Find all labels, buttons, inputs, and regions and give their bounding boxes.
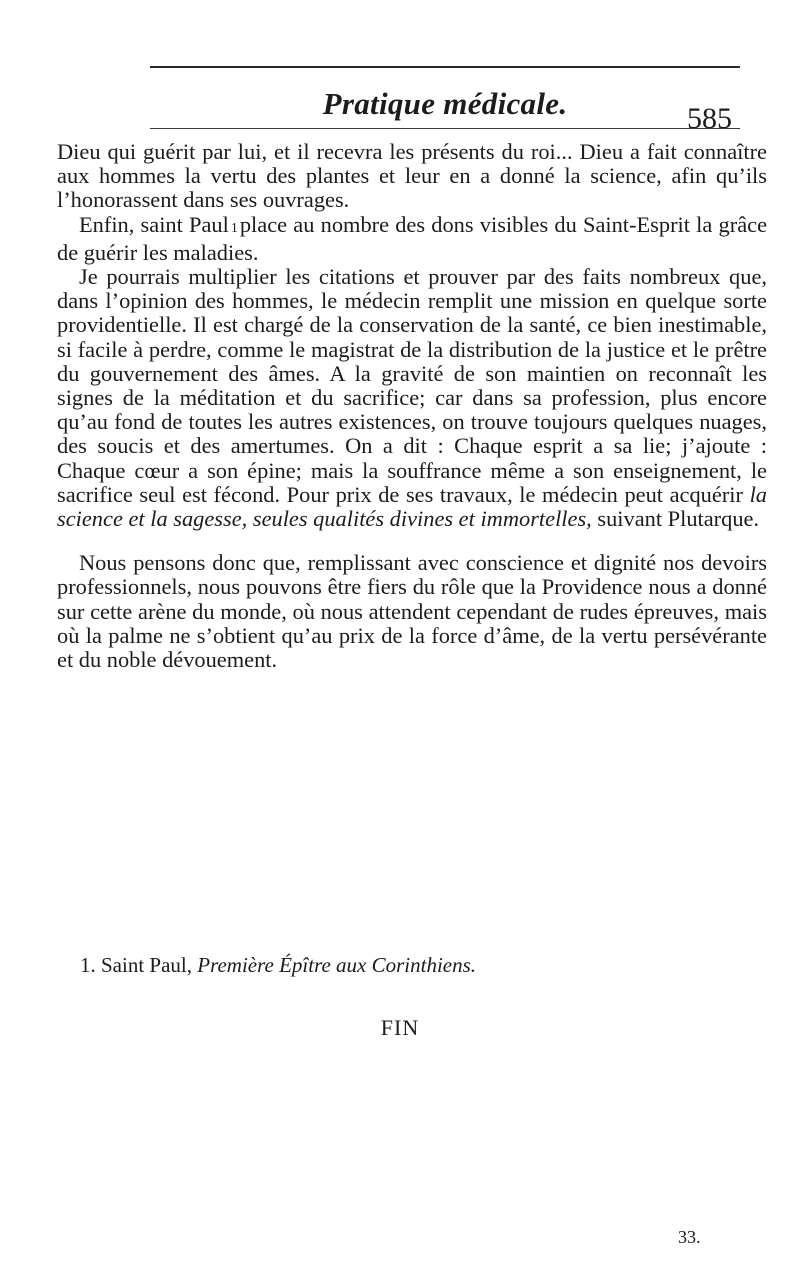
footnote-text: Saint Paul,: [101, 953, 193, 977]
running-head: Pratique médicale.: [322, 86, 568, 121]
footnote-number: 1.: [80, 953, 96, 977]
body-text: [57, 140, 767, 672]
paragraph-2-end: place au nombre des dons visibles du Saint-Esprit la grâce de guérir les maladies.: [57, 211, 768, 265]
paragraph-4: Nous pensons donc que, remplissant avec conscience et dignité nos devoirs professionnels, nous pouvons être fiers du rôle que la Providence nous a donné sur cette arène du monde, où nous attendent cependant de rudes épreuves, mais où la palme ne s’obtient qu’au prix de la force d’âme, de la vertu persévérante et du noble dévouement.: [57, 550, 767, 673]
footnote-marker: 1: [230, 220, 238, 236]
fin-label: FIN: [380, 1015, 420, 1040]
footnote: [80, 953, 770, 978]
paragraph-1: Dieu qui guérit par lui, et il recevra les présents du roi... Dieu a fait connaître aux hommes la vertu des plantes et leur en a donné la science, afin qu’ils l’honorassent dans ses ouvrages.: [57, 139, 767, 213]
page-header: [150, 78, 740, 135]
paragraph-2: [57, 213, 767, 265]
paragraph-2-start: Enfin, saint Paul: [79, 211, 229, 237]
paragraph-3: [57, 265, 767, 531]
top-rule: [150, 66, 740, 68]
page-number: 585: [687, 102, 732, 135]
footnote-italic: Première Épître aux Corinthiens.: [197, 953, 477, 977]
paragraph-3-text: Je pourrais multiplier les citations et prouver par des faits nombreux que, dans l’opinion des hommes, le médecin remplit une mission en quelque sorte providentielle. Il est chargé de la conservation de la santé, ce bien inestimable, si facile à perdre, comme le magistrat de la distribution de la justice et le prêtre du gouvernement des âmes. A la gravité de son maintien on reconnaît les signes de la méditation et du sacrifice; car dans sa profession, plus encore qu’au fond de toutes les autres existences, on trouve toujours quelques nuages, des soucis et des amertumes. On a dit : Chaque esprit a sa lie; j’ajoute : Chaque cœur a son épine; mais la souffrance même a son enseignement, le sacrifice seul est fécond. Pour prix de ses travaux, le médecin peut acquérir: [57, 264, 767, 507]
paragraph-3-italic: la science et la sagesse, seules qualités divines et immortelles,: [57, 481, 767, 532]
header-rule: [150, 128, 740, 129]
paragraph-3-end: suivant Plutarque.: [597, 506, 760, 532]
signature-mark: 33.: [678, 1227, 701, 1247]
